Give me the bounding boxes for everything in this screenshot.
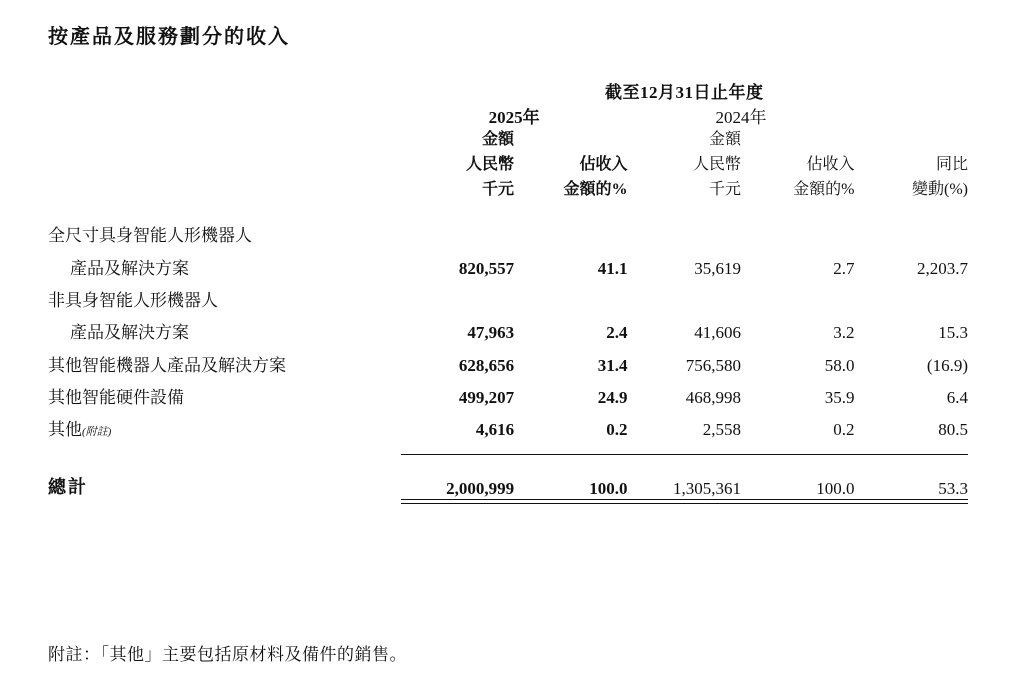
cell-yoy: 6.4 [946, 387, 968, 407]
total-yoy: 53.3 [938, 478, 968, 498]
row-label-line1: 非具身智能人形機器人 [48, 290, 218, 310]
table-total-row [48, 473, 968, 499]
cell-amount-2025: 499,207 [458, 387, 515, 407]
subheader-yoy-1 [854, 128, 968, 153]
period-header: 截至12月31日止年度 [605, 83, 764, 102]
subheader-pct-current-2: 佔收入 [579, 155, 628, 173]
total-amount-2025: 2,000,999 [446, 478, 515, 498]
total-pct-2024: 100.0 [816, 478, 855, 498]
cell-pct-2024: 2.7 [833, 258, 855, 278]
total-spacer [48, 455, 968, 474]
cell-yoy: 15.3 [938, 323, 968, 343]
total-double-rule [48, 499, 968, 503]
cell-pct-2024: 0.2 [833, 420, 855, 440]
cell-yoy: (16.9) [926, 355, 968, 375]
cell-pct-2025: 2.4 [606, 323, 628, 343]
cell-amount-2025: 820,557 [458, 258, 515, 278]
subheader-amount-current-2: 人民幣 [466, 155, 515, 173]
subheader-pct-prior-1 [741, 128, 854, 153]
year-header-prior: 2024年 [715, 108, 767, 127]
cell-amount-2024: 35,619 [694, 258, 741, 278]
footnote: 附註：「其他」主要包括原材料及備件的銷售。 [48, 645, 407, 664]
total-pct-2025: 100.0 [589, 478, 628, 498]
subheader-pct-prior-3: 金額的% [793, 180, 855, 198]
cell-amount-2025: 47,963 [467, 323, 515, 343]
subheader-amount-prior-3: 千元 [708, 180, 741, 198]
cell-pct-2024: 35.9 [824, 387, 855, 407]
cell-amount-2024: 2,558 [702, 420, 741, 440]
subheader-amount-current-1: 金額 [482, 131, 515, 148]
table-row [48, 414, 968, 446]
cell-amount-2024: 756,580 [685, 355, 741, 375]
table-header-sub-row-2 [48, 153, 968, 178]
subheader-pct-current-1 [514, 128, 627, 153]
table-row [48, 350, 968, 382]
subheader-amount-current-3: 千元 [482, 180, 515, 198]
cell-amount-2024: 468,998 [685, 387, 741, 407]
total-amount-2024: 1,305,361 [673, 478, 741, 498]
cell-amount-2024: 41,606 [694, 323, 741, 343]
cell-amount-2025: 4,616 [475, 420, 515, 440]
row-label-note: (附註) [82, 426, 112, 439]
cell-pct-2025: 24.9 [597, 387, 628, 407]
revenue-breakdown-table [48, 78, 968, 504]
table-header-period-row [48, 78, 968, 103]
cell-pct-2025: 31.4 [597, 355, 628, 375]
table-row [48, 317, 968, 349]
cell-pct-2024: 3.2 [833, 323, 855, 343]
row-label-line1: 全尺寸具身智能人形機器人 [48, 226, 252, 246]
year-header-current: 2025年 [488, 108, 540, 127]
subheader-yoy-2: 同比 [935, 155, 968, 173]
subheader-pct-current-3: 金額的% [563, 180, 628, 198]
header-spacer [48, 202, 968, 220]
cell-pct-2025: 41.1 [597, 258, 628, 278]
total-label: 總計 [48, 477, 88, 498]
table-row [48, 285, 968, 317]
subheader-pct-prior-2: 佔收入 [806, 155, 855, 173]
table-row [48, 220, 968, 252]
subheader-amount-prior-1: 金額 [708, 131, 741, 148]
row-label-line2: 其他智能硬件設備 [48, 387, 184, 407]
cell-yoy: 2,203.7 [917, 258, 968, 278]
subheader-yoy-3: 變動(%) [912, 180, 968, 198]
cell-yoy: 80.5 [938, 420, 968, 440]
table-row [48, 253, 968, 285]
subtotal-rule [48, 446, 968, 455]
table-header-sub-row-1 [48, 128, 968, 153]
row-label-line2: 其他 [48, 420, 82, 440]
cell-pct-2024: 58.0 [824, 355, 855, 375]
row-label-line2: 產品及解決方案 [70, 258, 189, 278]
table-row [48, 382, 968, 414]
row-label-line2: 產品及解決方案 [70, 323, 189, 343]
cell-amount-2025: 628,656 [458, 355, 515, 375]
subheader-amount-prior-2: 人民幣 [692, 155, 741, 173]
page-title: 按產品及服務劃分的收入 [48, 26, 290, 48]
cell-pct-2025: 0.2 [606, 420, 628, 440]
table-header-year-row [48, 103, 968, 128]
row-label-line2: 其他智能機器人產品及解決方案 [48, 355, 286, 375]
table-header-sub-row-3 [48, 178, 968, 203]
